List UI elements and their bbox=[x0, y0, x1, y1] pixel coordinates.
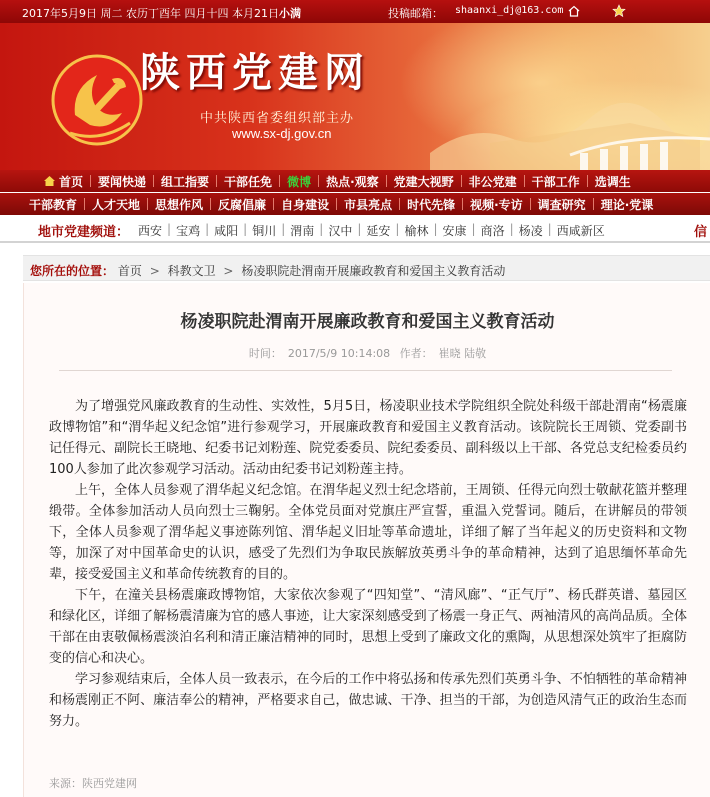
local-separator: | bbox=[357, 222, 362, 236]
local-separator: | bbox=[205, 222, 210, 236]
local-channel-item[interactable]: 安康 bbox=[442, 224, 467, 238]
secondary-nav bbox=[0, 193, 710, 215]
local-channel-item[interactable]: 渭南 bbox=[290, 224, 315, 238]
nav-label: 选调生 bbox=[594, 174, 631, 189]
local-separator: | bbox=[319, 222, 324, 236]
breadcrumb-category[interactable]: 科教文卫 bbox=[167, 264, 216, 278]
breadcrumb-separator: > bbox=[149, 264, 160, 278]
local-channel-list bbox=[133, 222, 610, 239]
local-channel-item[interactable]: 西咸新区 bbox=[556, 224, 605, 238]
local-channel-item[interactable]: 延安 bbox=[366, 224, 391, 238]
nav-label: 热点·观察 bbox=[326, 174, 379, 189]
nav-hotspot[interactable] bbox=[319, 170, 386, 192]
nav-weibo[interactable] bbox=[280, 170, 318, 192]
nav-video[interactable] bbox=[463, 193, 530, 215]
submission-email[interactable]: shaanxi_dj@163.com bbox=[455, 5, 564, 16]
nav-label: 反腐倡廉 bbox=[218, 197, 267, 212]
nav-news[interactable] bbox=[91, 170, 153, 192]
submission-email-label: 投稿邮箱： bbox=[388, 7, 443, 20]
solar-term: 小满 bbox=[278, 7, 301, 20]
author-label: 作者： bbox=[399, 347, 433, 360]
party-emblem-logo bbox=[50, 53, 145, 148]
site-subtitle: 中共陕西省委组织部主办 bbox=[200, 111, 355, 126]
article-paragraph: 为了增强党风廉政教育的生动性、实效性，5月5日，杨凌职业技术学院组织全院处科级干部赴渭南“杨震廉政博物馆”和“渭华起义纪念馆”进行参观学习，开展廉政教育和爱国主义教育活动。该院院长王周锁、党委副书记任得元、副院长王晓地、纪委书记刘粉莲、院党委委员、院纪委委员、副科级以上干部、各党总支纪检委员约100人参加了此次参观学习活动。活动由纪委书记刘粉莲主持。 bbox=[49, 399, 687, 477]
home-icon bbox=[43, 175, 56, 187]
breadcrumb-separator: > bbox=[223, 264, 234, 278]
local-channel-item[interactable]: 宝鸡 bbox=[176, 224, 201, 238]
local-channel-label: 地市党建频道： bbox=[38, 225, 130, 240]
right-channel-label: 信 bbox=[694, 225, 708, 240]
nav-label: 干部工作 bbox=[531, 174, 580, 189]
primary-nav bbox=[0, 170, 710, 192]
set-homepage-icon[interactable] bbox=[568, 5, 580, 17]
nav-nonpublic[interactable] bbox=[462, 170, 524, 192]
local-separator: | bbox=[471, 222, 476, 236]
nav-talent[interactable] bbox=[85, 193, 147, 215]
nav-label: 自身建设 bbox=[281, 197, 330, 212]
local-channel-item[interactable]: 榆林 bbox=[404, 224, 429, 238]
nav-label: 人才天地 bbox=[92, 197, 141, 212]
site-banner bbox=[0, 23, 710, 170]
local-channel-item[interactable]: 杨凌 bbox=[518, 224, 543, 238]
breadcrumb-home[interactable]: 首页 bbox=[117, 264, 142, 278]
nav-pioneers[interactable] bbox=[400, 193, 462, 215]
nav-zugong[interactable] bbox=[154, 170, 216, 192]
title-divider bbox=[59, 370, 672, 371]
nav-label: 党建大视野 bbox=[393, 174, 454, 189]
local-separator: | bbox=[395, 222, 400, 236]
nav-thought[interactable] bbox=[148, 193, 210, 215]
nav-label: 视频·专访 bbox=[470, 197, 523, 212]
nav-label: 思想作风 bbox=[155, 197, 204, 212]
local-channel-item[interactable]: 咸阳 bbox=[214, 224, 239, 238]
article-paragraph: 下午，在潼关县杨震廉政博物馆，大家依次参观了“四知堂”、“清风廊”、“正气厅”、杨氏群英谱、墓园区和绿化区，详细了解杨震清廉为官的感人事迹，让大家深刻感受到了杨震一身正气、两袖清风的高尚品质。全体干部在由衷敬佩杨震淡泊名利和清正廉洁精神的同时，思想上受到了廉政文化的熏陶，从思想深处筑牢了拒腐防变的信心和决心。 bbox=[49, 588, 687, 666]
article-meta bbox=[24, 345, 710, 361]
local-separator: | bbox=[281, 222, 286, 236]
nav-label: 要闻快递 bbox=[98, 174, 147, 189]
site-title: 陕西党建网 bbox=[140, 49, 370, 96]
site-url: www.sx-dj.gov.cn bbox=[232, 126, 332, 141]
nav-label: 非公党建 bbox=[468, 174, 517, 189]
favorite-star-icon[interactable] bbox=[612, 4, 626, 18]
local-separator: | bbox=[167, 222, 172, 236]
nav-cadre-education[interactable] bbox=[22, 193, 84, 215]
nav-cadre-work[interactable] bbox=[525, 170, 587, 192]
nav-home[interactable] bbox=[36, 170, 90, 192]
nav-anticorruption[interactable] bbox=[211, 193, 273, 215]
nav-label: 组工指要 bbox=[161, 174, 210, 189]
top-info-bar bbox=[0, 0, 710, 23]
article-source: 来源：陕西党建网 bbox=[49, 777, 137, 790]
nav-label: 微博 bbox=[287, 174, 312, 189]
nav-appointments[interactable] bbox=[217, 170, 279, 192]
nav-label: 市县亮点 bbox=[344, 197, 393, 212]
nav-xuandiao[interactable] bbox=[588, 170, 638, 192]
local-channel-item[interactable]: 商洛 bbox=[480, 224, 505, 238]
nav-label: 干部任免 bbox=[224, 174, 273, 189]
nav-label: 时代先锋 bbox=[407, 197, 456, 212]
local-separator: | bbox=[509, 222, 514, 236]
local-separator: | bbox=[243, 222, 248, 236]
article-paragraph: 上午，全体人员参观了渭华起义纪念馆。在渭华起义烈士纪念塔前，王周锁、任得元向烈士敬献花篮并整理缎带。全体参加活动人员向烈士三鞠躬。全体党员面对党旗庄严宣誓，重温入党誓词。随后，在讲解员的带领下，全体人员参观了渭华起义事迹陈列馆、渭华起义旧址等革命遗址，详细了解了当年起义的历史资料和文物等，加深了对中国革命史的认识，感受了先烈们为争取民族解放英勇斗争的革命精神，达到了追思缅怀革命先辈，接受爱国主义和革命传统教育的目的。 bbox=[49, 483, 687, 582]
article-author: 崔晓 陆敬 bbox=[438, 347, 487, 360]
nav-label: 首页 bbox=[59, 174, 84, 189]
nav-self-building[interactable] bbox=[274, 193, 336, 215]
nav-label: 干部教育 bbox=[29, 197, 78, 212]
local-channel-item[interactable]: 西安 bbox=[138, 224, 163, 238]
time-label: 时间： bbox=[248, 347, 282, 360]
nav-label: 调查研究 bbox=[537, 197, 586, 212]
nav-research[interactable] bbox=[531, 193, 593, 215]
local-channel-bar bbox=[0, 215, 710, 243]
local-separator: | bbox=[433, 222, 438, 236]
nav-theory[interactable] bbox=[594, 193, 661, 215]
article-paragraph: 学习参观结束后，全体人员一致表示，在今后的工作中将弘扬和传承先烈们英勇斗争、不怕牺牲的革命精神和杨震刚正不阿、廉洁奉公的精神，严格要求自己，做忠诚、干净、担当的干部，为创造风清气正的政治生态而努力。 bbox=[49, 672, 687, 729]
landscape-decoration bbox=[430, 83, 710, 170]
date-text: 2017年5月9日 周二 农历丁酉年 四月十四 本月21日小满 bbox=[22, 7, 301, 20]
nav-label: 理论·党课 bbox=[600, 197, 654, 212]
article-panel bbox=[23, 283, 710, 797]
article-title: 杨凌职院赴渭南开展廉政教育和爱国主义教育活动 bbox=[180, 312, 555, 332]
nav-vision[interactable] bbox=[387, 170, 461, 192]
article-time: 2017/5/9 10:14:08 bbox=[287, 347, 391, 360]
local-channel-item[interactable]: 铜川 bbox=[252, 224, 277, 238]
nav-city-highlights[interactable] bbox=[337, 193, 399, 215]
local-separator: | bbox=[547, 222, 552, 236]
breadcrumb-label: 您所在的位置： bbox=[30, 264, 115, 278]
breadcrumb-current[interactable]: 杨凌职院赴渭南开展廉政教育和爱国主义教育活动 bbox=[241, 264, 506, 278]
breadcrumb bbox=[23, 255, 710, 281]
article-body bbox=[49, 396, 687, 732]
local-channel-item[interactable]: 汉中 bbox=[328, 224, 353, 238]
